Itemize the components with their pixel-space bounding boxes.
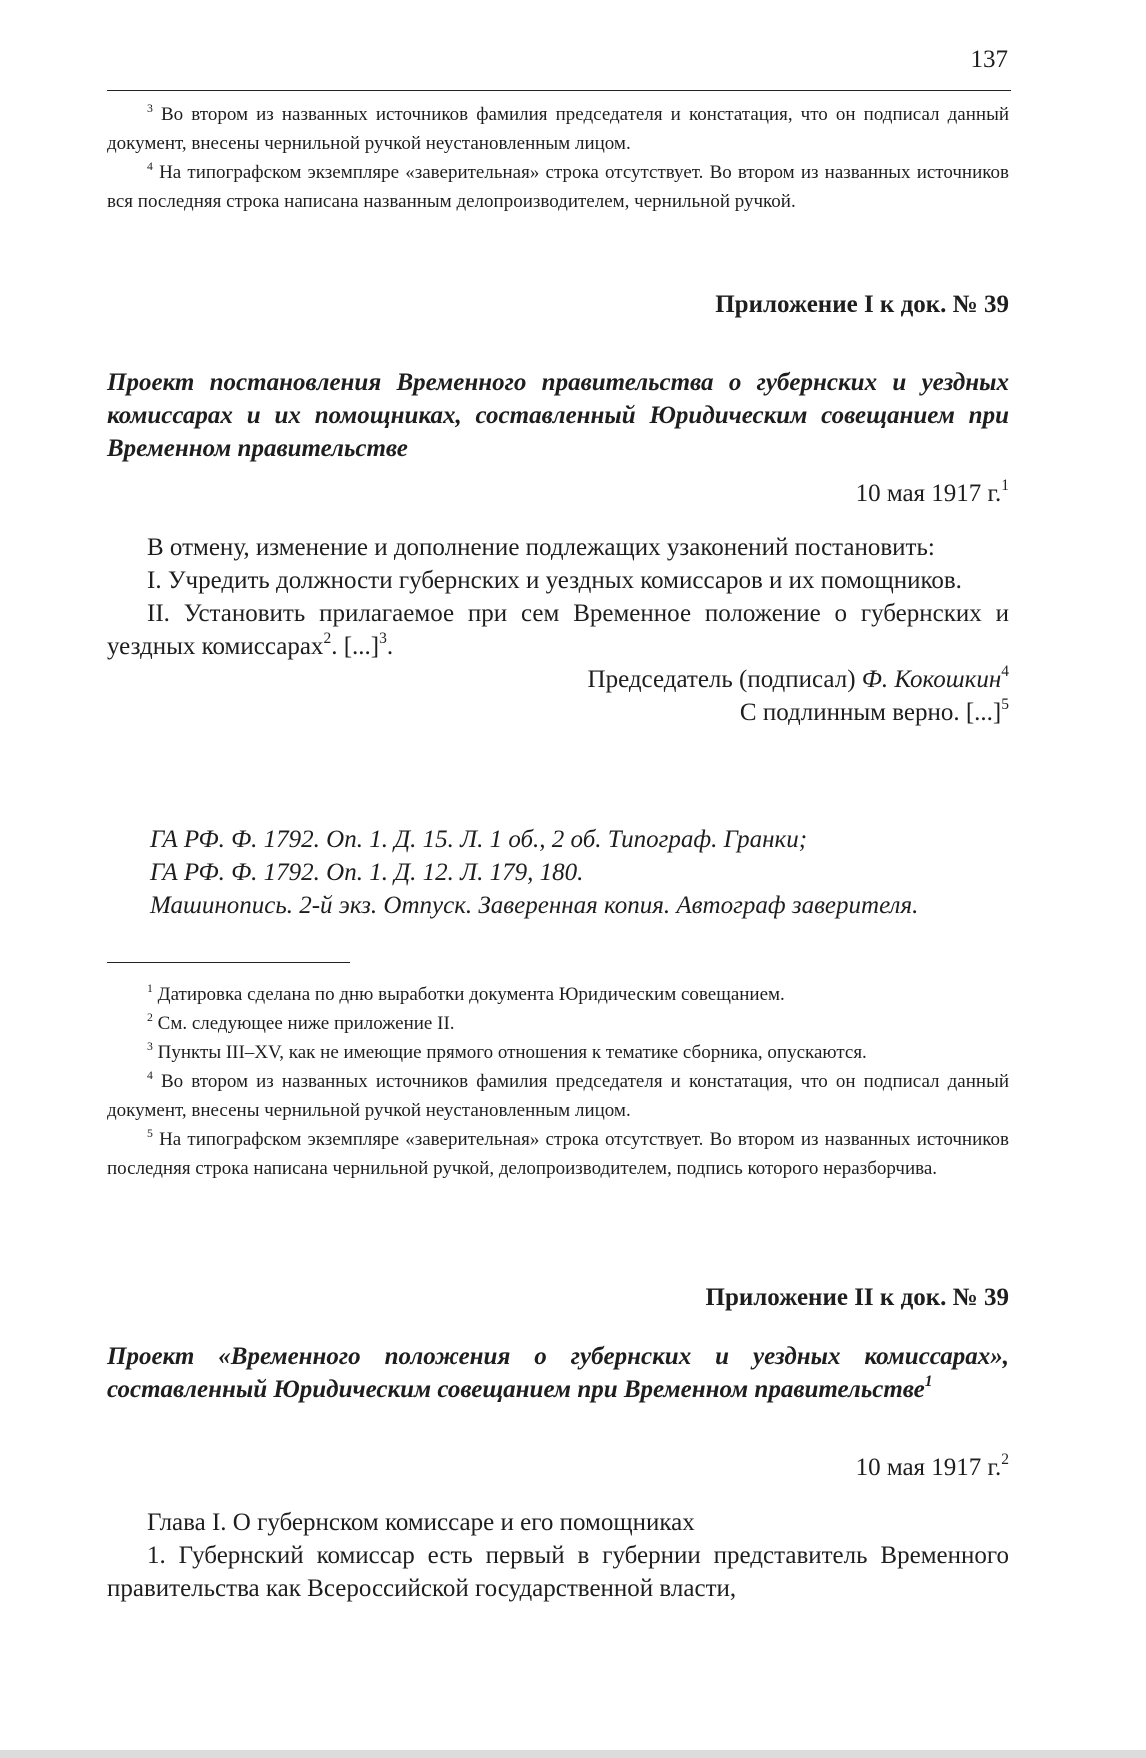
verified-text: С подлинным верно. [...]	[739, 699, 1002, 726]
signature-name: Ф. Кокошкин	[861, 666, 1002, 693]
footnote-4	[107, 1067, 1009, 1125]
paragraph-text: . [...]	[331, 633, 380, 660]
source-line-2: ГА РФ. Ф. 1792. Оп. 1. Д. 12. Л. 179, 180.	[150, 859, 584, 886]
appendix-2-body	[107, 1506, 1009, 1605]
footnote-mark: 3	[147, 1039, 153, 1053]
date-footnote-mark: 2	[1001, 1451, 1009, 1469]
footnote-text: Во втором из названных источников фамилия председателя и констатация, что он подписал данный документ, внесены чернильной ручкой неустановленным лицом.	[107, 104, 1009, 154]
footnote-mark: 1	[147, 981, 153, 995]
title-footnote-mark: 1	[924, 1373, 933, 1391]
top-footnote-4	[107, 158, 1009, 216]
footnote-mark: 2	[323, 630, 332, 648]
date-text: 10 мая 1917 г.	[855, 480, 1002, 507]
appendix-2-title	[107, 1340, 1009, 1406]
footnote-mark: 2	[147, 1010, 153, 1024]
footnote-1	[107, 980, 1009, 1009]
footnote-mark: 4	[147, 159, 153, 173]
signature-line	[107, 663, 1009, 696]
footnote-mark: 5	[147, 1126, 153, 1140]
date-text: 10 мая 1917 г.	[855, 1454, 1002, 1481]
footnote-mark: 4	[1001, 663, 1009, 681]
footnote-mark: 3	[147, 101, 153, 115]
footnote-text: На типографском экземпляре «заверительная» строка отсутствует. Во втором из названных источников вся последняя строка написана названным делопроизводителем, чернильной ручкой.	[107, 162, 1009, 212]
appendix-1-heading: Приложение I к док. № 39	[715, 291, 1009, 318]
appendix-1-title: Проект постановления Временного правительства о губернских и уездных комиссарах и их помощниках, составленный Юридическим совещанием при Временном правительстве	[107, 369, 1009, 462]
footnote-text: См. следующее ниже приложение II.	[157, 1013, 455, 1034]
body-paragraph-1: 1. Губернский комиссар есть первый в губернии представитель Временного правительства как Всероссийской государственной власти,	[107, 1542, 1009, 1602]
appendix-1-date	[855, 477, 1009, 508]
paragraph-text: .	[386, 633, 394, 660]
signature-text: Председатель (подписал)	[587, 666, 856, 693]
footnote-mark: 3	[379, 630, 387, 648]
archival-sources	[150, 823, 1010, 922]
footnote-mark: 4	[147, 1068, 153, 1082]
chapter-heading: Глава I. О губернском комиссаре и его помощниках	[147, 1509, 695, 1536]
source-line-1: ГА РФ. Ф. 1792. Оп. 1. Д. 15. Л. 1 об., 2 об. Типограф. Гранки;	[150, 826, 808, 853]
header-rule	[107, 90, 1011, 91]
footnote-3	[107, 1038, 1009, 1067]
footnote-5	[107, 1125, 1009, 1183]
footnote-mark: 5	[1001, 696, 1009, 714]
footnote-separator	[107, 962, 350, 963]
appendix-2-heading: Приложение II к док. № 39	[705, 1284, 1009, 1311]
page-number: 137	[970, 46, 1008, 73]
source-line-3: Машинопись. 2-й экз. Отпуск. Заверенная копия. Автограф заверителя.	[150, 892, 919, 919]
title-text: Проект «Временного положения о губернских и уездных комиссарах», составленный Юридическим совещанием при Временном правительстве	[107, 1343, 1009, 1403]
footnote-text: На типографском экземпляре «заверительная» строка отсутствует. Во втором из названных источников последняя строка написана чернильной ручкой, делопроизводителем, подпись которого неразборчива.	[107, 1129, 1009, 1179]
appendix-2-date	[855, 1451, 1009, 1482]
appendix-1-footnotes	[107, 980, 1009, 1183]
body-paragraph-1: В отмену, изменение и дополнение подлежащих узаконений постановить:	[147, 534, 935, 561]
date-footnote-mark: 1	[1001, 477, 1009, 495]
footnote-text: Пункты III–XV, как не имеющие прямого отношения к тематике сборника, опускаются.	[157, 1042, 867, 1063]
footnote-text: Во втором из названных источников фамилия председателя и констатация, что он подписал данный документ, внесены чернильной ручкой неустановленным лицом.	[107, 1071, 1009, 1121]
footnote-2	[107, 1009, 1009, 1038]
body-paragraph-3	[107, 597, 1009, 663]
scan-edge	[0, 1750, 1146, 1758]
paragraph-text: II. Установить прилагаемое при сем Временное положение о губернских и уездных комиссарах	[107, 600, 1009, 660]
appendix-1-body	[107, 531, 1009, 729]
top-footnote-3	[107, 100, 1009, 158]
footnote-text: Датировка сделана по дню выработки документа Юридическим совещанием.	[157, 984, 785, 1005]
top-footnotes	[107, 100, 1009, 216]
verified-line	[107, 696, 1009, 729]
body-paragraph-2: I. Учредить должности губернских и уездных комиссаров и их помощников.	[147, 567, 962, 594]
